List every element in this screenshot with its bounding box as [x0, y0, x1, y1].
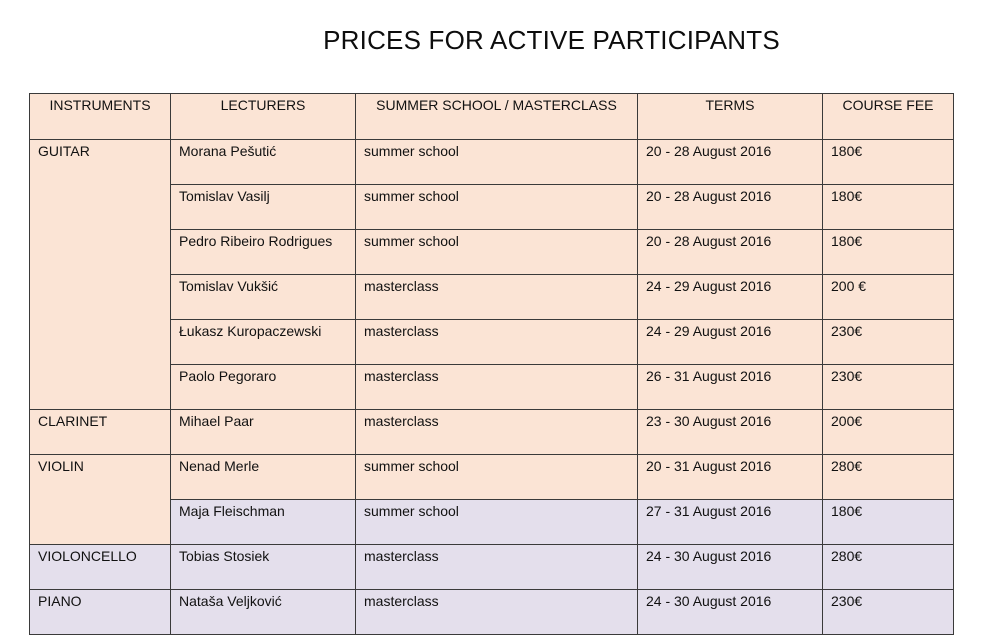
- fee-cell: 230€: [823, 590, 954, 635]
- header-instruments: INSTRUMENTS: [30, 94, 171, 140]
- type-cell: summer school: [356, 455, 638, 500]
- term-cell: 24 - 29 August 2016: [638, 320, 823, 365]
- type-cell: summer school: [356, 230, 638, 275]
- type-cell: masterclass: [356, 410, 638, 455]
- header-lecturers: LECTURERS: [171, 94, 356, 140]
- header-summer-school-masterclass: SUMMER SCHOOL / MASTERCLASS: [356, 94, 638, 140]
- term-cell: 23 - 30 August 2016: [638, 410, 823, 455]
- table-row: [30, 410, 954, 455]
- lecturer-cell: Mihael Paar: [171, 410, 356, 455]
- fee-cell: 200 €: [823, 275, 954, 320]
- term-cell: 26 - 31 August 2016: [638, 365, 823, 410]
- term-cell: 27 - 31 August 2016: [638, 500, 823, 545]
- type-cell: masterclass: [356, 320, 638, 365]
- type-cell: masterclass: [356, 365, 638, 410]
- fee-cell: 180€: [823, 230, 954, 275]
- type-cell: masterclass: [356, 545, 638, 590]
- type-cell: masterclass: [356, 275, 638, 320]
- table-header-row: [30, 94, 954, 140]
- lecturer-cell: Morana Pešutić: [171, 140, 356, 185]
- lecturer-cell: Nenad Merle: [171, 455, 356, 500]
- lecturer-cell: Tobias Stosiek: [171, 545, 356, 590]
- fee-cell: 180€: [823, 500, 954, 545]
- type-cell: summer school: [356, 500, 638, 545]
- lecturer-cell: Nataša Veljković: [171, 590, 356, 635]
- lecturer-cell: Tomislav Vukšić: [171, 275, 356, 320]
- lecturer-cell: Pedro Ribeiro Rodrigues: [171, 230, 356, 275]
- table-row: [30, 140, 954, 185]
- instrument-cell-violoncello: VIOLONCELLO: [30, 545, 171, 590]
- term-cell: 20 - 31 August 2016: [638, 455, 823, 500]
- term-cell: 20 - 28 August 2016: [638, 140, 823, 185]
- instrument-cell-violin: VIOLIN: [30, 455, 171, 545]
- table-row: [30, 590, 954, 635]
- fee-cell: 280€: [823, 545, 954, 590]
- term-cell: 20 - 28 August 2016: [638, 185, 823, 230]
- instrument-cell-piano: PIANO: [30, 590, 171, 635]
- fee-cell: 180€: [823, 140, 954, 185]
- lecturer-cell: Łukasz Kuropaczewski: [171, 320, 356, 365]
- type-cell: summer school: [356, 185, 638, 230]
- type-cell: summer school: [356, 140, 638, 185]
- table-row: [30, 545, 954, 590]
- term-cell: 24 - 30 August 2016: [638, 590, 823, 635]
- type-cell: masterclass: [356, 590, 638, 635]
- lecturer-cell: Tomislav Vasilj: [171, 185, 356, 230]
- header-course-fee: COURSE FEE: [823, 94, 954, 140]
- fee-cell: 230€: [823, 365, 954, 410]
- term-cell: 24 - 29 August 2016: [638, 275, 823, 320]
- instrument-cell-guitar: GUITAR: [30, 140, 171, 410]
- fee-cell: 280€: [823, 455, 954, 500]
- prices-table: [29, 93, 954, 635]
- instrument-cell-clarinet: CLARINET: [30, 410, 171, 455]
- fee-cell: 200€: [823, 410, 954, 455]
- header-terms: TERMS: [638, 94, 823, 140]
- term-cell: 24 - 30 August 2016: [638, 545, 823, 590]
- term-cell: 20 - 28 August 2016: [638, 230, 823, 275]
- page-title: PRICES FOR ACTIVE PARTICIPANTS: [323, 25, 780, 55]
- fee-cell: 230€: [823, 320, 954, 365]
- fee-cell: 180€: [823, 185, 954, 230]
- lecturer-cell: Paolo Pegoraro: [171, 365, 356, 410]
- lecturer-cell: Maja Fleischman: [171, 500, 356, 545]
- table-row: [30, 455, 954, 500]
